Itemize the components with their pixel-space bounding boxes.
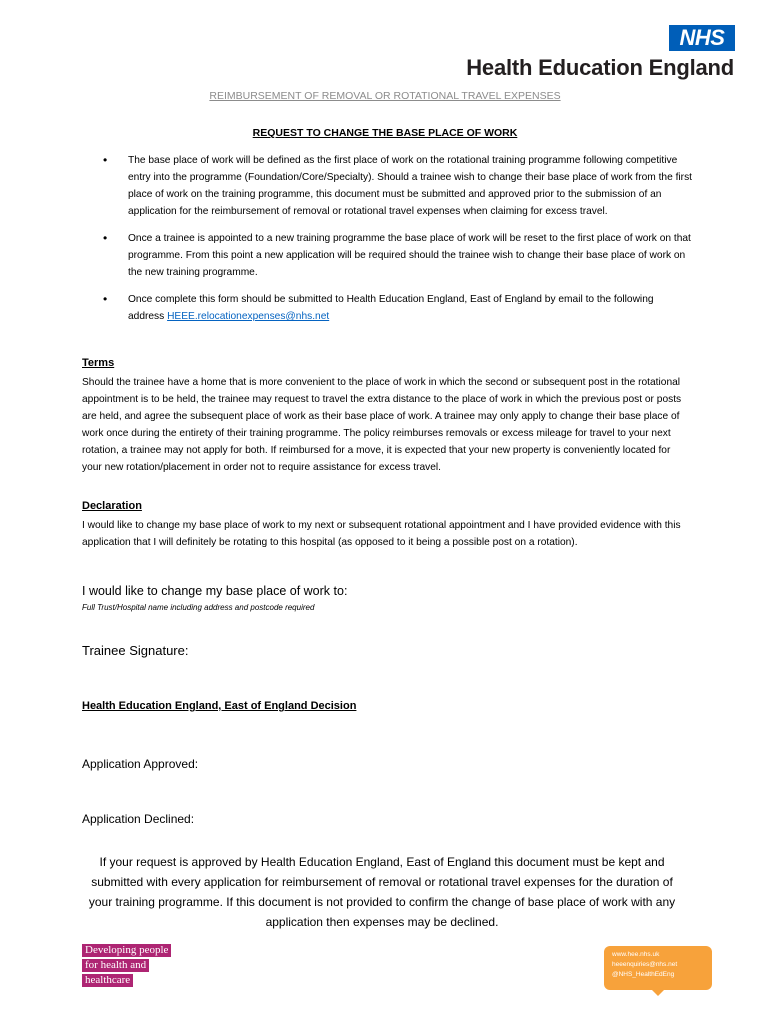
change-base-hint: Full Trust/Hospital name including address and postcode required — [82, 603, 315, 612]
trainee-signature-label: Trainee Signature: — [82, 643, 189, 658]
bullet-item: • The base place of work will be defined as the first place of work on the rotational training programme following competitive entry into the programme (Foundation/Core/Specialty). Should a trainee wish to change their base place of work from the first place of work on the training programme, this document must be submitted and approved prior to the submission of an application for the reimbursement of removal or rotational travel expenses when claiming for excess travel. — [82, 152, 692, 220]
application-declined-label: Application Declined: — [82, 812, 195, 826]
request-title: REQUEST TO CHANGE THE BASE PLACE OF WORK — [252, 127, 518, 139]
contact-website: www.hee.nhs.uk — [612, 951, 660, 958]
contact-bubble — [604, 946, 712, 990]
document-header-title: REIMBURSEMENT OF REMOVAL OR ROTATIONAL TRAVEL EXPENSES — [209, 90, 561, 102]
terms-text: Should the trainee have a home that is more convenient to the place of work in which the second or subsequent post in the rotational appointment is to be held, the trainee may request to travel the extra distance to the place of work in which the previous post or posts are held, and agree the subsequent place of work as their base place of work. A trainee may only apply to change their base place of work once during the entirety of their training programme. The policy reimburses removals or excess mileage for travel to your next rotation, a trainee may not apply for both. If reimbursed for a move, it is expected that your new property is conveniently located for your new rotation/placement in order not to require assistance for excess travel. — [82, 377, 682, 473]
org-name: Health Education England — [466, 55, 734, 80]
nhs-logo: NHS — [669, 25, 735, 51]
terms-heading: Terms — [82, 357, 115, 369]
info-bullet-list — [82, 152, 692, 335]
application-approved-label: Application Approved: — [82, 757, 199, 771]
tagline-line: healthcare — [82, 974, 133, 987]
declaration-heading: Declaration — [82, 500, 142, 512]
declaration-text: I would like to change my base place of work to my next or subsequent rotational appointment and I have provided evidence with this application that I will definitely be rotating to this hospital (as opposed to it being a possible post on a rotation). — [82, 520, 681, 548]
bullet-item: • Once complete this form should be submitted to Health Education England, East of England by email to the following address HEEE.relocationexpenses@nhs.net — [82, 291, 692, 325]
change-base-label: I would like to change my base place of work to: — [82, 584, 348, 598]
decision-heading: Health Education England, East of England Decision — [82, 700, 357, 712]
tagline-line: for health and — [82, 959, 149, 972]
tagline-logo — [82, 944, 171, 989]
contact-email: heeenquiries@nhs.net — [612, 961, 678, 968]
bullet-item: • Once a trainee is appointed to a new training programme the base place of work will be reset to the first place of work on that programme. From this point a new application will be required should the trainee wish to change their base place of work on the new training programme. — [82, 230, 692, 281]
tagline-line: Developing people — [82, 944, 171, 957]
email-link[interactable]: HEEE.relocationexpenses@nhs.net — [167, 311, 330, 322]
contact-twitter: @NHS_HealthEdEng — [612, 971, 675, 978]
closing-note: If your request is approved by Health Education England, East of England this document must be kept and submitted with every application for reimbursement of removal or rotational travel expenses for the duration of your training programme. If this document is not provided to confirm the change of base place of work with any application then expenses may be declined. — [88, 855, 676, 929]
